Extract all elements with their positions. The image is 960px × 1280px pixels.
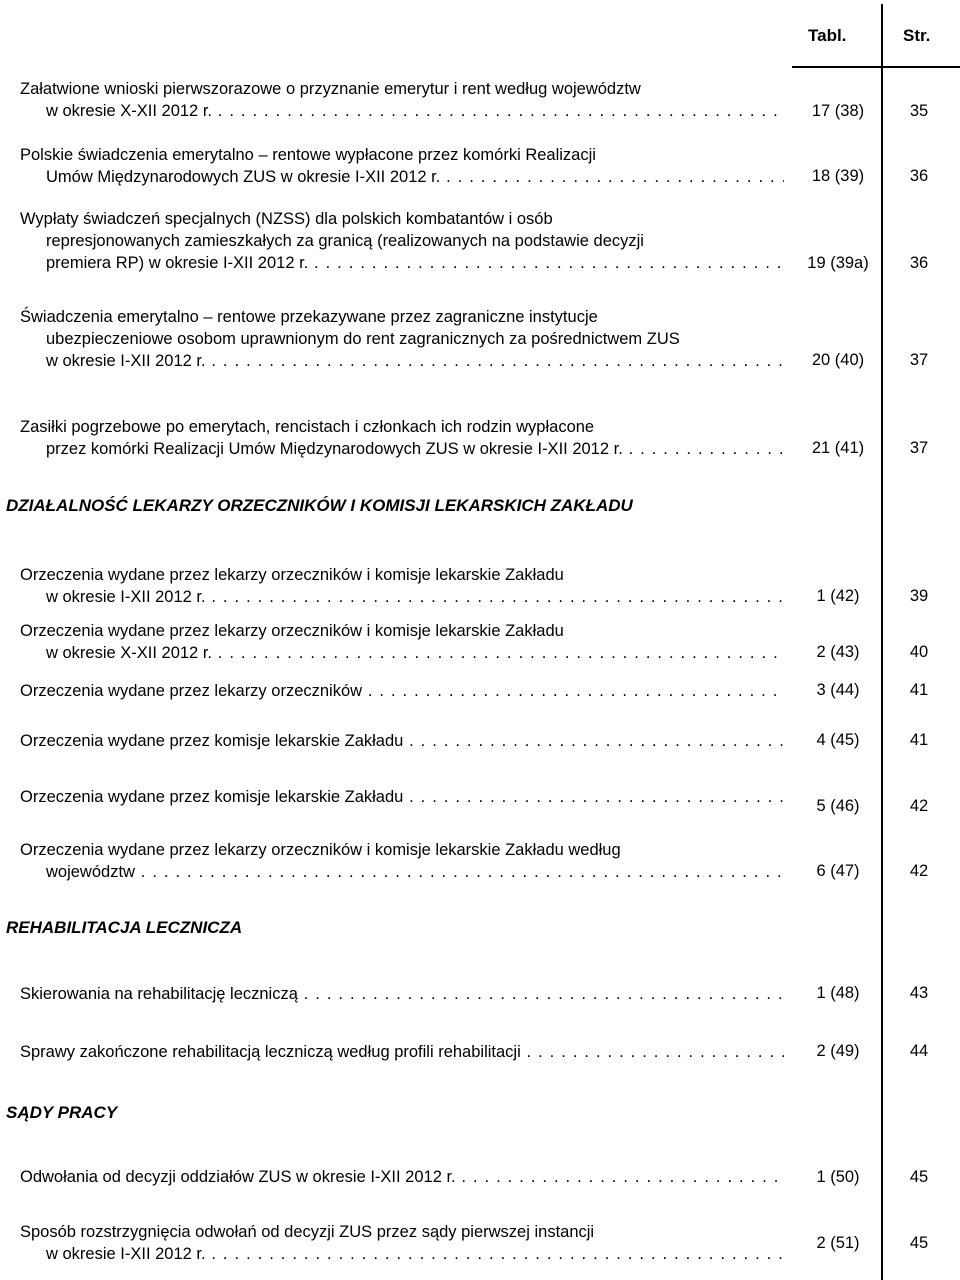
section-heading: DZIAŁALNOŚĆ LEKARZY ORZECZNIKÓW I KOMISJI LEKARSKICH ZAKŁADU xyxy=(6,496,633,515)
table-number: 1 (42) xyxy=(816,587,860,605)
toc-entry xyxy=(20,1221,784,1265)
table-number: 19 (39a) xyxy=(807,254,869,272)
toc-entry xyxy=(20,620,784,664)
entry-text: w okresie I-XII 2012 r. . . . xyxy=(20,586,784,608)
entry-text: w okresie I-XII 2012 r. . . . xyxy=(20,1243,784,1265)
toc-entry xyxy=(20,730,784,752)
entry-text: w okresie X-XII 2012 r. . . . xyxy=(20,642,784,664)
entry-text: Świadczenia emerytalno – rentowe przekazywane przez zagraniczne instytucje xyxy=(20,308,598,326)
column-header-str: Str. xyxy=(903,26,931,45)
entry-text: ubezpieczeniowe osobom uprawnionym do rent zagranicznych za pośrednictwem ZUS xyxy=(46,330,680,348)
table-number: 4 (45) xyxy=(816,731,860,749)
table-number: 18 (39) xyxy=(811,167,865,185)
section-heading: SĄDY PRACY xyxy=(6,1103,118,1122)
toc-entry xyxy=(20,680,784,702)
toc-entry xyxy=(20,564,784,608)
section-heading: REHABILITACJA LECZNICZA xyxy=(6,918,243,937)
entry-text: w okresie I-XII 2012 r. . . . xyxy=(20,350,784,372)
page-number: 45 xyxy=(909,1168,929,1186)
page-number: 44 xyxy=(909,1042,929,1060)
toc-entry xyxy=(20,416,784,460)
table-number: 5 (46) xyxy=(816,797,860,815)
entry-text: Sposób rozstrzygnięcia odwołań od decyzji ZUS przez sądy pierwszej instancji xyxy=(20,1223,595,1241)
column-header-tabl: Tabl. xyxy=(808,26,847,45)
entry-text: Załatwione wnioski pierwszorazowe o przyznanie emerytur i rent według województw xyxy=(20,80,641,98)
toc-entry xyxy=(20,786,784,808)
toc-entry xyxy=(20,144,784,188)
entry-text: represjonowanych zamieszkałych za granicą (realizowanych na podstawie decyzji xyxy=(46,232,644,250)
page-number: 37 xyxy=(909,439,929,457)
table-number: 2 (51) xyxy=(816,1234,860,1252)
table-number: 17 (38) xyxy=(811,102,865,120)
table-number: 6 (47) xyxy=(816,862,860,880)
entry-text: Wypłaty świadczeń specjalnych (NZSS) dla polskich kombatantów i osób xyxy=(20,210,553,228)
entry-text: Orzeczenia wydane przez lekarzy orzeczników i komisje lekarskie Zakładu xyxy=(20,566,564,584)
toc-entry xyxy=(20,1166,784,1188)
toc-entry xyxy=(20,1041,784,1063)
entry-text: Orzeczenia wydane przez lekarzy orzeczników i komisje lekarskie Zakładu według xyxy=(20,841,621,859)
entry-text: Orzeczenia wydane przez komisje lekarskie Zakładu . . . xyxy=(20,730,784,752)
toc-entry xyxy=(20,983,784,1005)
table-number: 1 (50) xyxy=(816,1168,860,1186)
page-number: 42 xyxy=(909,797,929,815)
toc-entry xyxy=(20,208,784,274)
entry-text: przez komórki Realizacji Umów Międzynarodowych ZUS w okresie I-XII 2012 r. . . . xyxy=(20,438,784,460)
column-divider-vertical xyxy=(881,4,883,1280)
page-number: 36 xyxy=(909,254,929,272)
page-number: 37 xyxy=(909,351,929,369)
page-number: 40 xyxy=(909,643,929,661)
page-number: 35 xyxy=(909,102,929,120)
table-number: 20 (40) xyxy=(811,351,865,369)
page-number: 42 xyxy=(909,862,929,880)
page-number: 43 xyxy=(909,984,929,1002)
entry-text: Orzeczenia wydane przez komisje lekarskie Zakładu . . . xyxy=(20,786,784,808)
page-number: 41 xyxy=(909,731,929,749)
entry-text: Odwołania od decyzji oddziałów ZUS w okresie I-XII 2012 r. . . . xyxy=(20,1166,784,1188)
page-number: 36 xyxy=(909,167,929,185)
page-number: 41 xyxy=(909,681,929,699)
entry-text: Polskie świadczenia emerytalno – rentowe wypłacone przez komórki Realizacji xyxy=(20,146,596,164)
entry-text: w okresie X-XII 2012 r. . . . xyxy=(20,100,784,122)
table-number: 3 (44) xyxy=(816,681,860,699)
toc-entry xyxy=(20,78,784,122)
table-number: 2 (43) xyxy=(816,643,860,661)
page-number: 39 xyxy=(909,587,929,605)
header-underline xyxy=(792,66,960,68)
entry-text: premiera RP) w okresie I-XII 2012 r. . . . xyxy=(20,252,784,274)
page-number: 45 xyxy=(909,1234,929,1252)
entry-text: Umów Międzynarodowych ZUS w okresie I-XII 2012 r. . . . xyxy=(20,166,784,188)
entry-text: województw . . . xyxy=(20,861,784,883)
entry-text: Orzeczenia wydane przez lekarzy orzeczników . . . xyxy=(20,680,784,702)
entry-text: Orzeczenia wydane przez lekarzy orzeczników i komisje lekarskie Zakładu xyxy=(20,622,564,640)
entry-text: Skierowania na rehabilitację leczniczą . . . xyxy=(20,983,784,1005)
entry-text: Sprawy zakończone rehabilitacją leczniczą według profili rehabilitacji . . . xyxy=(20,1041,784,1063)
toc-entry xyxy=(20,839,784,883)
table-number: 2 (49) xyxy=(816,1042,860,1060)
table-number: 1 (48) xyxy=(816,984,860,1002)
entry-text: Zasiłki pogrzebowe po emerytach, rencistach i członkach ich rodzin wypłacone xyxy=(20,418,595,436)
toc-entry xyxy=(20,306,784,372)
table-number: 21 (41) xyxy=(811,439,865,457)
